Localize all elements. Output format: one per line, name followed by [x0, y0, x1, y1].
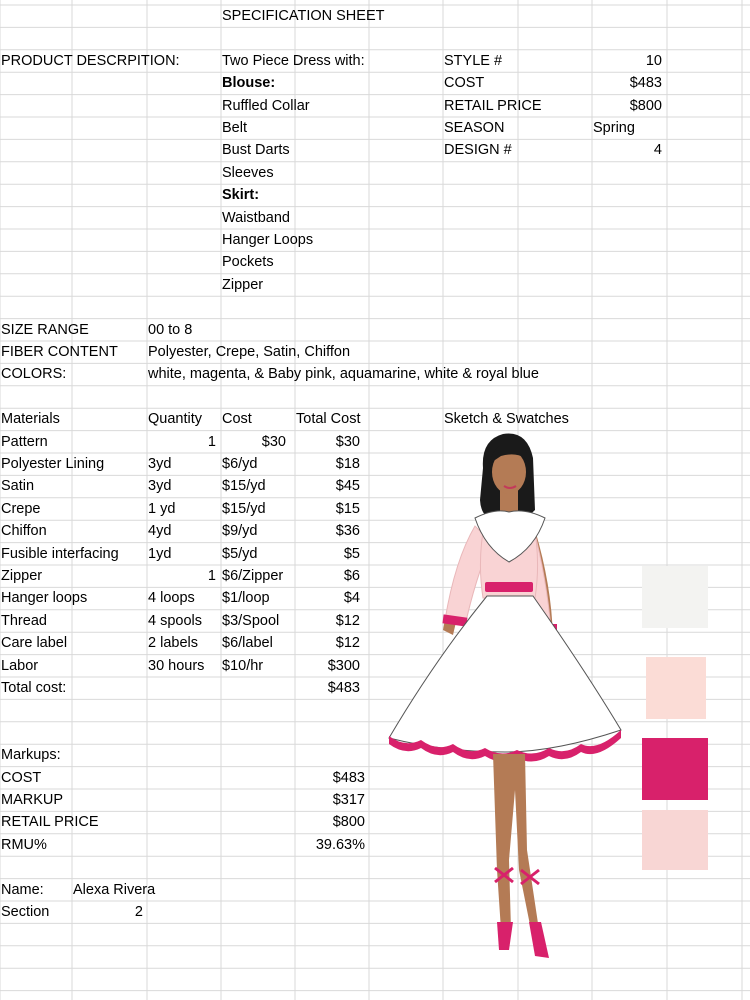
product-description-line: Zipper [222, 276, 264, 293]
material-cost: $15/yd [222, 478, 266, 495]
material-total: $18 [335, 456, 360, 472]
material-quantity: 2 labels [148, 635, 198, 652]
sheet-title: SPECIFICATION SHEET [222, 8, 385, 24]
material-cost: $6/yd [222, 456, 258, 472]
material-cost: $10/hr [222, 657, 264, 674]
name-value: Alexa Rivera [73, 881, 156, 898]
material-quantity: 4 spools [148, 612, 203, 629]
product-description-line: Bust Darts [222, 142, 290, 159]
material-total: $12 [335, 635, 360, 652]
right-shoe [529, 922, 549, 958]
cost-header: Cost [222, 411, 252, 428]
info-value: 4 [653, 142, 662, 159]
skirt [389, 596, 621, 752]
total-cost-header: Total Cost [296, 411, 361, 428]
markup-value: 39.63% [315, 836, 365, 853]
material-name: Labor [1, 657, 39, 674]
spec-label: COLORS: [1, 366, 67, 383]
spec-value: white, magenta, & Baby pink, aquamarine, white & royal blue [148, 366, 539, 383]
material-quantity: 1yd [148, 545, 172, 562]
material-cost: $1/loop [222, 590, 270, 607]
fashion-sketch [385, 430, 635, 975]
material-cost: $6/Zipper [222, 568, 284, 584]
material-cost: $9/yd [222, 523, 258, 540]
markup-value: $483 [332, 769, 365, 786]
material-name: Fusible interfacing [1, 545, 119, 562]
product-description-label: PRODUCT DESCRPITION: [1, 52, 180, 69]
section-value: 2 [134, 904, 143, 920]
material-total: $6 [343, 568, 360, 584]
material-cost: $30 [261, 433, 286, 450]
material-quantity: 1 [207, 433, 216, 450]
markup-value: $800 [332, 814, 365, 831]
material-total: $300 [327, 657, 360, 674]
material-name: Zipper [1, 568, 43, 584]
material-quantity: 1 yd [148, 500, 176, 517]
markup-label: RMU% [1, 836, 47, 853]
materials-header: Materials [1, 411, 60, 428]
product-description-line: Waistband [222, 209, 290, 226]
swatch-magenta [642, 738, 708, 800]
material-quantity: 30 hours [148, 657, 205, 674]
product-description-line: Belt [222, 120, 247, 136]
info-label: DESIGN # [444, 142, 512, 159]
info-label: SEASON [444, 120, 505, 136]
markup-label: COST [1, 769, 42, 786]
spec-label: FIBER CONTENT [1, 344, 118, 360]
info-value: Spring [593, 120, 635, 136]
total-cost-value: $483 [327, 680, 360, 696]
product-description-line: Two Piece Dress with: [222, 52, 365, 69]
material-cost: $5/yd [222, 545, 258, 562]
markup-label: MARKUP [1, 792, 64, 808]
total-cost-label: Total cost: [1, 680, 67, 696]
material-name: Care label [1, 635, 68, 652]
material-total: $30 [335, 433, 360, 450]
material-name: Thread [1, 612, 47, 629]
material-name: Polyester Lining [1, 456, 105, 472]
belt [485, 582, 533, 592]
material-total: $4 [343, 590, 360, 607]
material-total: $12 [335, 612, 360, 629]
spec-label: SIZE RANGE [1, 321, 89, 338]
markup-label: RETAIL PRICE [1, 814, 99, 831]
material-cost: $15/yd [222, 500, 266, 517]
material-quantity: 3yd [148, 478, 172, 495]
material-name: Satin [1, 478, 35, 495]
info-value: 10 [645, 52, 662, 69]
material-quantity: 4 loops [148, 590, 195, 607]
material-name: Pattern [1, 433, 48, 450]
material-quantity: 4yd [148, 523, 172, 540]
material-total: $36 [335, 523, 360, 540]
material-total: $5 [343, 545, 360, 562]
left-shoe [497, 922, 513, 950]
product-description-line: Hanger Loops [222, 232, 314, 248]
swatch-pink-texture [642, 810, 708, 870]
product-description-line: Pockets [222, 254, 274, 271]
material-name: Crepe [1, 500, 41, 517]
quantity-header: Quantity [148, 411, 202, 428]
product-description-line: Blouse: [222, 75, 276, 92]
product-description-line: Ruffled Collar [222, 97, 310, 114]
material-cost: $3/Spool [222, 612, 280, 629]
sketch-swatches-header: Sketch & Swatches [444, 411, 569, 428]
product-description-line: Skirt: [222, 187, 260, 204]
material-total: $45 [335, 478, 360, 495]
material-total: $15 [335, 500, 360, 517]
info-label: COST [444, 75, 485, 92]
swatch-white [642, 566, 708, 628]
product-description-line: Sleeves [222, 164, 274, 181]
material-name: Chiffon [1, 523, 47, 540]
spec-value: 00 to 8 [148, 321, 193, 338]
info-label: RETAIL PRICE [444, 97, 542, 114]
info-value: $800 [629, 97, 662, 114]
markups-title: Markups: [1, 747, 61, 764]
name-label: Name: [1, 881, 44, 898]
section-label: Section [1, 904, 50, 920]
legs [493, 754, 539, 930]
material-name: Hanger loops [1, 590, 88, 607]
info-value: $483 [629, 75, 662, 92]
material-cost: $6/label [222, 635, 273, 652]
markup-value: $317 [332, 792, 365, 808]
info-label: STYLE # [444, 52, 503, 69]
material-quantity: 3yd [148, 456, 172, 472]
spec-value: Polyester, Crepe, Satin, Chiffon [148, 344, 351, 360]
swatch-baby-pink [646, 657, 706, 719]
material-quantity: 1 [207, 568, 216, 584]
